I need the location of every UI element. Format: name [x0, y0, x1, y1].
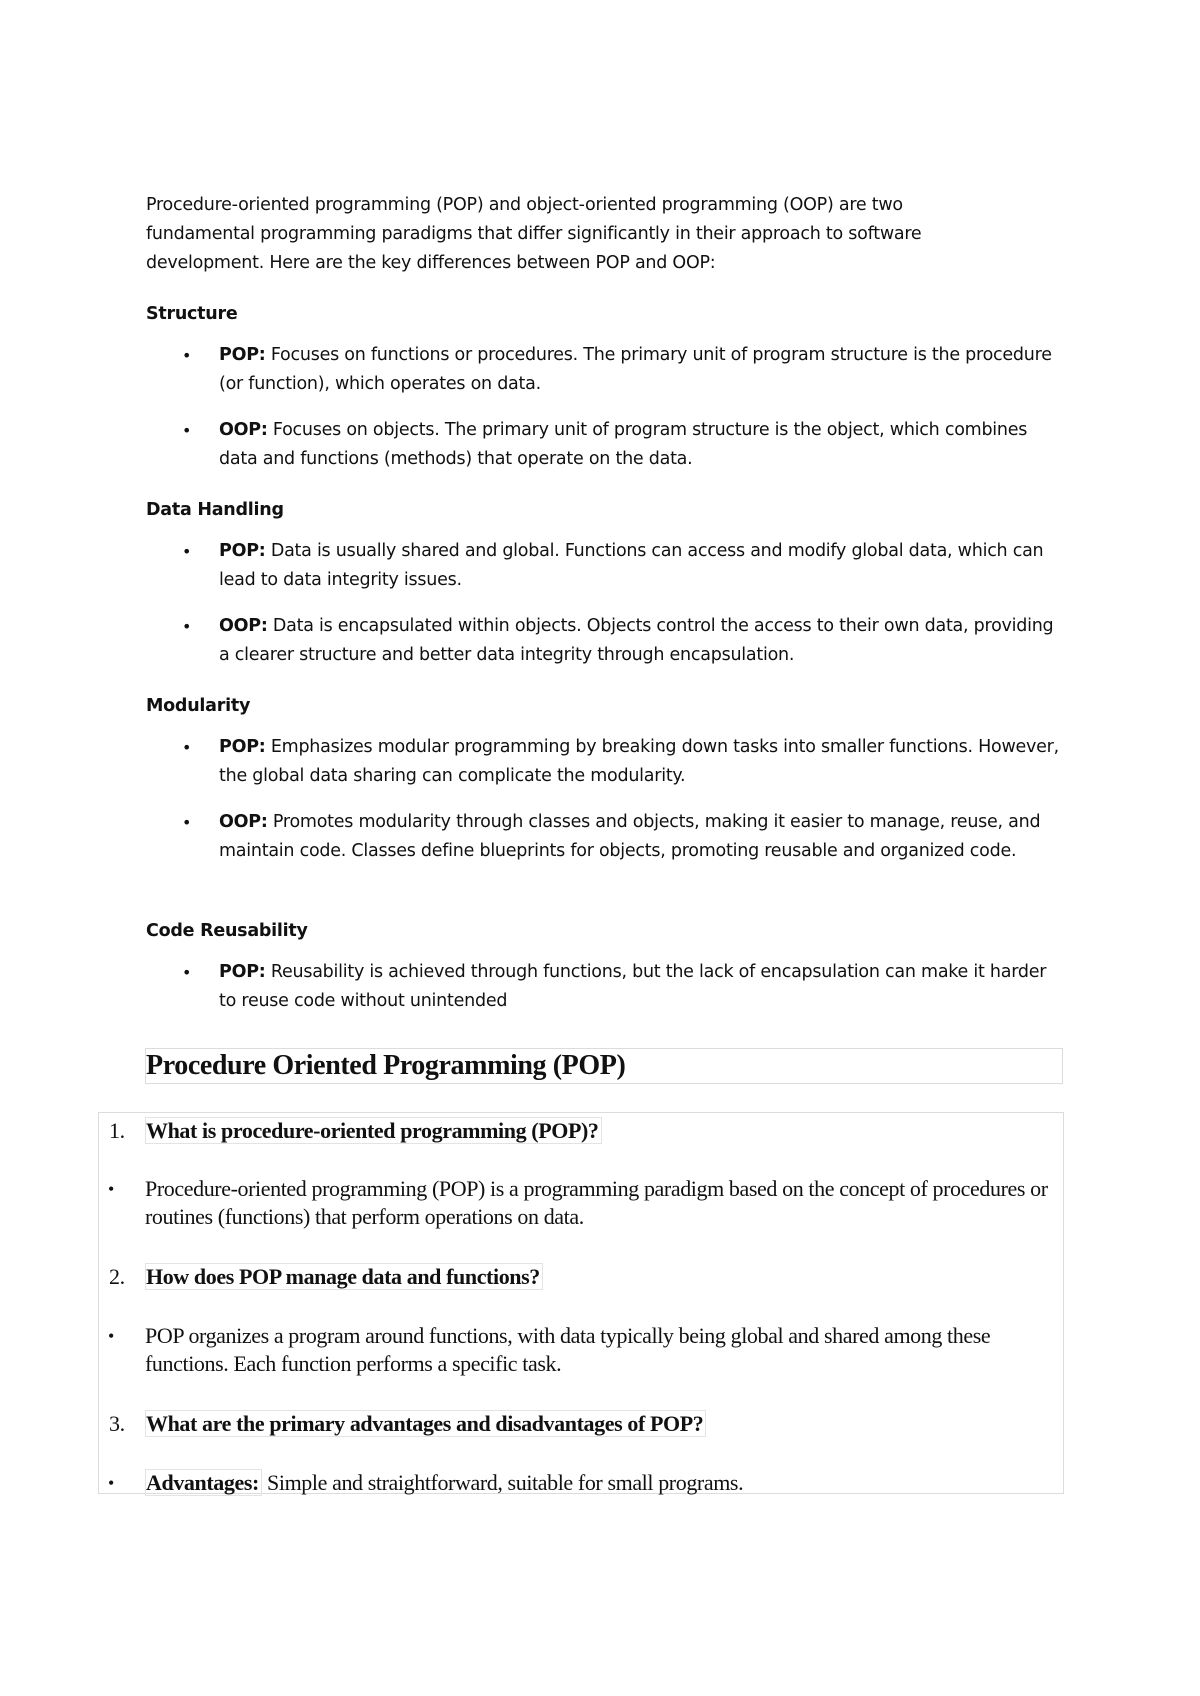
section-heading: Structure — [146, 304, 238, 324]
faq-answer — [108, 1322, 1060, 1378]
answer-label: Advantages: — [145, 1469, 262, 1496]
section-heading: Code Reusability — [146, 921, 308, 941]
faq-answer — [108, 1469, 1060, 1497]
list-item — [146, 733, 1064, 791]
bullet-icon: • — [108, 1473, 114, 1493]
bullet-icon: • — [108, 1179, 114, 1199]
bullet-icon: • — [182, 813, 192, 832]
question-text: How does POP manage data and functions? — [145, 1263, 543, 1290]
bullet-icon: • — [182, 963, 192, 982]
item-label: POP: — [219, 541, 266, 561]
question-number: 2. — [109, 1264, 125, 1289]
item-text: Focuses on objects. The primary unit of program structure is the object, which combines data and functions (methods) that operate on the data. — [219, 420, 1028, 469]
question-number: 3. — [109, 1411, 125, 1436]
section-data-handling — [146, 496, 1066, 687]
item-label: POP: — [219, 737, 266, 757]
item-text: Emphasizes modular programming by breaking down tasks into smaller functions. However, the global data sharing can complicate the modularity. — [219, 737, 1059, 786]
bullet-icon: • — [182, 542, 192, 561]
faq-question — [109, 1263, 543, 1291]
bullet-icon: • — [108, 1326, 114, 1346]
question-number: 1. — [109, 1118, 125, 1143]
answer-text: Simple and straightforward, suitable for small programs. — [261, 1470, 744, 1495]
list-item — [146, 612, 1064, 670]
section-heading: Modularity — [146, 696, 251, 716]
list-item — [146, 416, 1064, 474]
bullet-icon: • — [182, 346, 192, 365]
item-label: OOP: — [219, 616, 268, 636]
item-text: Data is encapsulated within objects. Objects control the access to their own data, providing a clearer structure and better data integrity through encapsulation. — [219, 616, 1054, 665]
section-heading: Data Handling — [146, 500, 284, 520]
pop-section-title: Procedure Oriented Programming (POP) — [145, 1048, 1063, 1084]
question-text: What are the primary advantages and disadvantages of POP? — [145, 1410, 706, 1437]
question-text: What is procedure-oriented programming (POP)? — [145, 1117, 602, 1144]
answer-text: Procedure-oriented programming (POP) is a programming paradigm based on the concept of procedures or routines (functions) that perform operations on data. — [145, 1176, 1048, 1229]
answer-text: POP organizes a program around functions, with data typically being global and shared among these functions. Each function performs a specific task. — [145, 1323, 991, 1376]
faq-answer — [108, 1175, 1060, 1231]
list-item — [146, 958, 1064, 1016]
item-label: POP: — [219, 345, 266, 365]
section-code-reusability — [146, 917, 1066, 1033]
list-item — [146, 341, 1064, 399]
item-label: OOP: — [219, 812, 268, 832]
bullet-icon: • — [182, 421, 192, 440]
list-item — [146, 808, 1064, 866]
faq-question — [109, 1410, 706, 1438]
bullet-icon: • — [182, 617, 192, 636]
intro-paragraph: Procedure-oriented programming (POP) and object-oriented programming (OOP) are two fundamental programming paradigms that differ significantly in their approach to software development. Here are the key differences between POP and OOP: — [146, 195, 922, 273]
list-item — [146, 537, 1064, 595]
section-structure — [146, 300, 1066, 491]
item-text: Reusability is achieved through functions, but the lack of encapsulation can make it harder to reuse code without unintended — [219, 962, 1047, 1011]
item-label: OOP: — [219, 420, 268, 440]
item-text: Focuses on functions or procedures. The primary unit of program structure is the procedure (or function), which operates on data. — [219, 345, 1052, 394]
section-modularity — [146, 692, 1066, 883]
bullet-icon: • — [182, 738, 192, 757]
item-label: POP: — [219, 962, 266, 982]
item-text: Data is usually shared and global. Functions can access and modify global data, which can lead to data integrity issues. — [219, 541, 1044, 590]
item-text: Promotes modularity through classes and objects, making it easier to manage, reuse, and maintain code. Classes define blueprints for objects, promoting reusable and organized code. — [219, 812, 1041, 861]
faq-question — [109, 1117, 602, 1145]
